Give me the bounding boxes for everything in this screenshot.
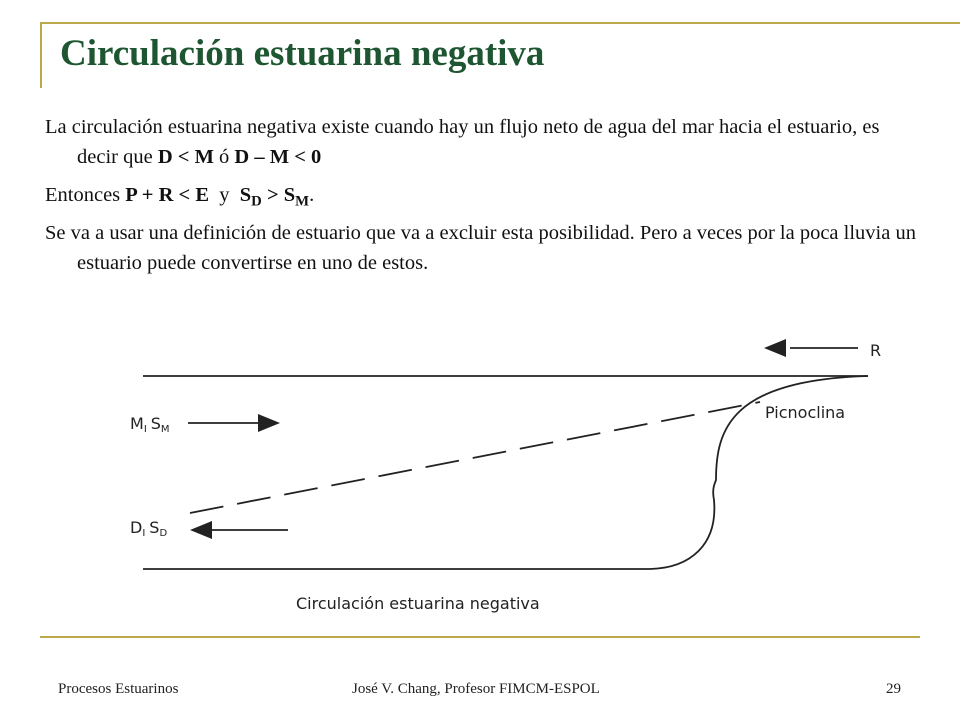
r-arrow-head [764, 339, 786, 357]
condition-end: . [309, 184, 315, 206]
paragraph-note: Se va a usar una definición de estuario que va a excluir esta posibilidad. Pero a veces por la poca lluvia un estuario puede convertirse en uno de estos. [45, 222, 916, 274]
label-di-sub: I [142, 528, 146, 539]
paragraph-definition-text: La circulación estuarina negativa existe cuando hay un flujo neto de agua del mar hacia el estuario, es decir que [45, 116, 880, 168]
paragraph-condition [45, 180, 925, 210]
ms-arrow-head [258, 414, 280, 432]
equation-d-less-m: D < M [157, 146, 214, 168]
paragraph-definition [45, 112, 925, 172]
condition-prefix: Entonces [45, 184, 126, 206]
label-sm-sub: M [160, 424, 170, 435]
label-sd-sub: D [159, 528, 168, 539]
equation-d-minus-m: D – M < 0 [234, 146, 322, 168]
subscript-d: D [251, 193, 262, 210]
label-di-sd [130, 518, 167, 539]
label-sm: S [150, 414, 161, 433]
slide-body [45, 112, 925, 286]
footer-rule [40, 636, 920, 638]
label-picnoclina: Picnoclina [765, 403, 846, 422]
frame-top-rule [40, 22, 960, 24]
label-r: R [870, 341, 882, 360]
conjunction-y: y [209, 184, 240, 206]
label-sd: S [149, 518, 160, 537]
footer-course: Procesos Estuarinos [58, 681, 179, 697]
label-mi-sub: I [143, 424, 147, 435]
footer-page-number: 29 [886, 681, 901, 697]
subscript-m: M [295, 193, 310, 210]
frame-left-rule [40, 22, 42, 88]
footer-author: José V. Chang, Profesor FIMCM-ESPOL [352, 681, 600, 697]
label-mi-sm [130, 414, 170, 435]
salinity-s: S [239, 184, 252, 206]
conjunction-o: ó [213, 146, 235, 168]
label-di: D [130, 518, 143, 537]
ds-arrow-head [190, 521, 212, 539]
salinity-gt: > S [261, 184, 296, 206]
label-mi: M [130, 414, 144, 433]
pycnocline-dashed-line [190, 402, 760, 513]
salinity-comparison [239, 184, 310, 210]
negative-circulation-diagram [0, 320, 960, 630]
diagram-caption: Circulación estuarina negativa [296, 594, 540, 613]
equation-p-r-e: P + R < E [125, 184, 210, 206]
slide-title: Circulación estuarina negativa [60, 33, 545, 74]
